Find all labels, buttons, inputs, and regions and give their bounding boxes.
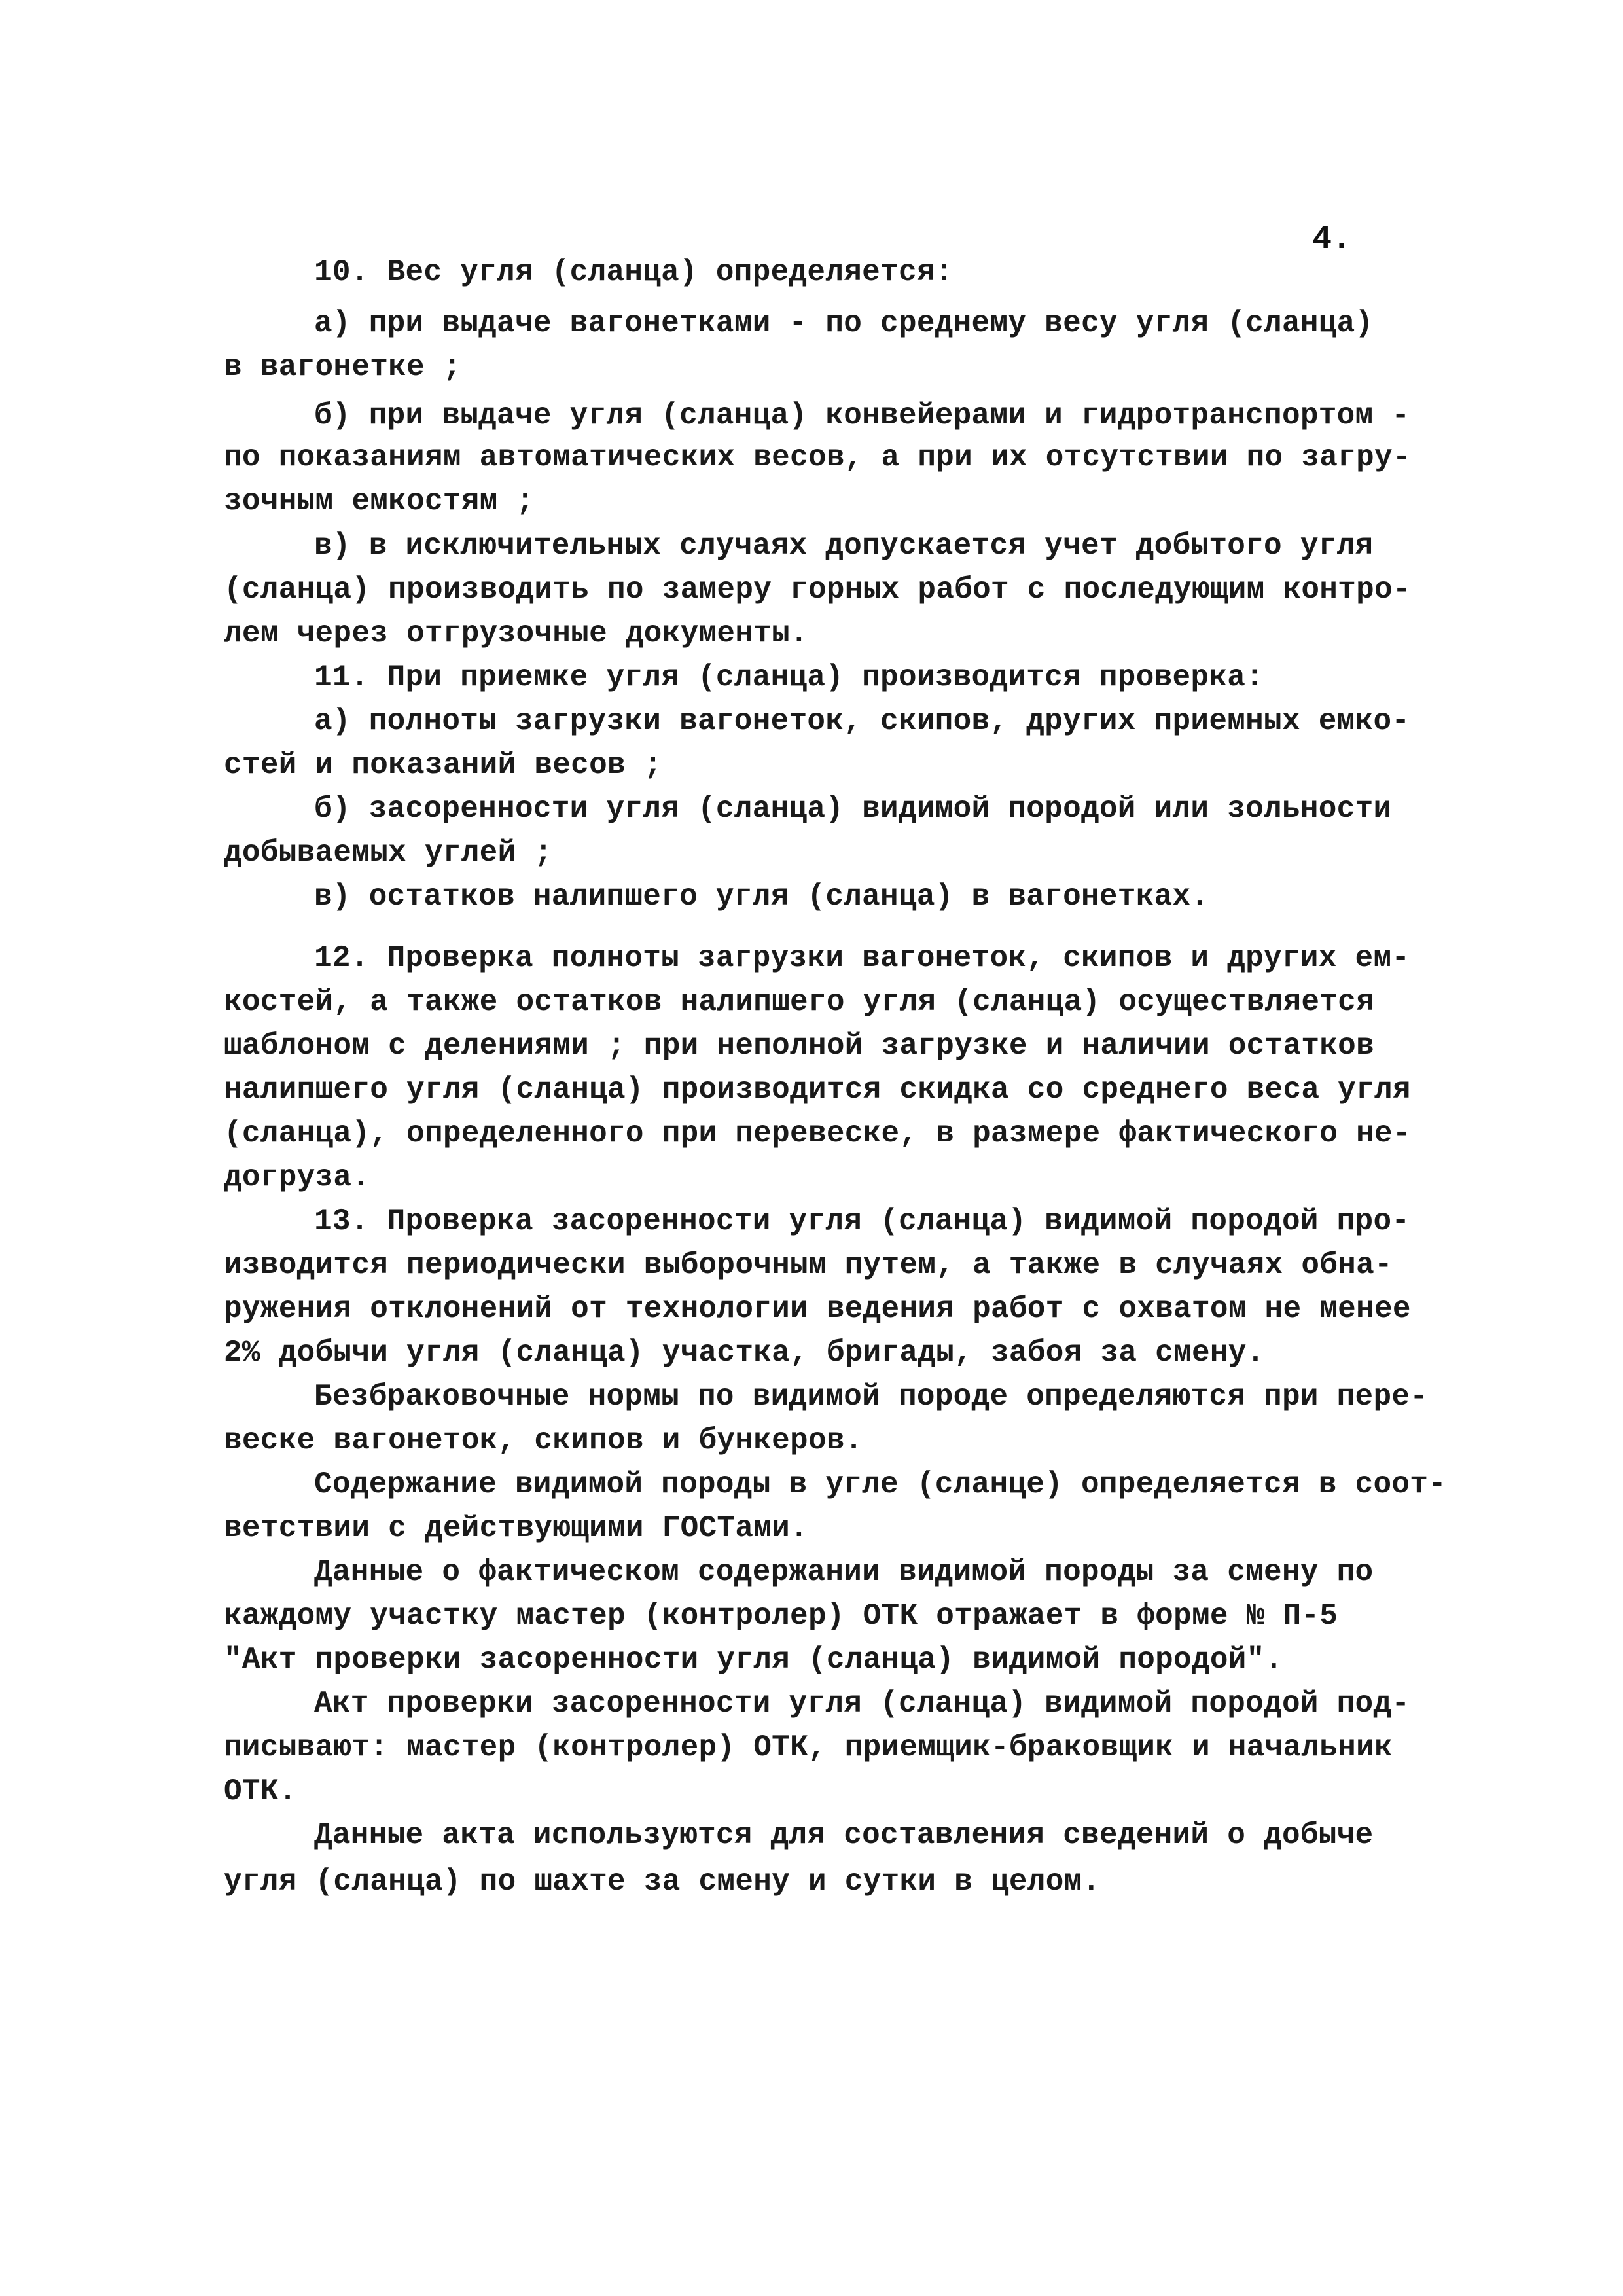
text-line: в) остатков налипшего угля (сланца) в вагонетках. (314, 880, 1209, 914)
text-line: изводится периодически выборочным путем, а также в случаях обна- (224, 1248, 1393, 1282)
text-line: Содержание видимой породы в угле (сланце) определяется в соот- (314, 1467, 1447, 1501)
text-line: догруза. (224, 1160, 370, 1194)
text-line: б) засоренности угля (сланца) видимой породой или зольности (314, 792, 1392, 826)
text-line: (сланца), определенного при перевеске, в размере фактического не- (224, 1117, 1411, 1151)
text-line: налипшего угля (сланца) производится скидка со среднего веса угля (224, 1073, 1411, 1107)
text-line: лем через отгрузочные документы. (224, 617, 808, 651)
text-line: Безбраковочные нормы по видимой породе определяются при пере- (314, 1380, 1429, 1414)
text-line: (сланца) производить по замеру горных работ с последующим контро- (224, 573, 1411, 607)
text-line: ружения отклонений от технологии ведения работ с охватом не менее (224, 1292, 1411, 1326)
text-line: Акт проверки засоренности угля (сланца) видимой породой под- (314, 1687, 1410, 1721)
text-line: в) в исключительных случаях допускается учет добытого угля (314, 529, 1374, 563)
text-line: ОТК. (224, 1774, 297, 1808)
text-line: ветствии с действующими ГОСТами. (224, 1511, 808, 1545)
text-line: зочным емкостям ; (224, 484, 535, 518)
page-number: 4. (1312, 221, 1352, 259)
text-line: писывают: мастер (контролер) ОТК, приемщик-браковщик и начальник (224, 1731, 1393, 1765)
text-line: а) полноты загрузки вагонеток, скипов, других приемных емко- (314, 704, 1410, 738)
text-line: а) при выдаче вагонетками - по среднему весу угля (сланца) (314, 306, 1374, 340)
text-line: в вагонетке ; (224, 350, 461, 384)
text-line: каждому участку мастер (контролер) ОТК отражает в форме № П-5 (224, 1599, 1338, 1633)
text-line: б) при выдаче угля (сланца) конвейерами и гидротранспортом - (314, 399, 1410, 433)
text-line: 12. Проверка полноты загрузки вагонеток, скипов и других ем- (314, 941, 1410, 975)
text-line: по показаниям автоматических весов, а при их отсутствии по загру- (224, 440, 1411, 475)
text-line: добываемых углей ; (224, 836, 553, 870)
text-line: "Акт проверки засоренности угля (сланца) видимой породой". (224, 1643, 1283, 1677)
text-line: веске вагонеток, скипов и бункеров. (224, 1424, 863, 1458)
text-line: стей и показаний весов ; (224, 748, 662, 782)
text-line: шаблоном с делениями ; при неполной загрузке и наличии остатков (224, 1029, 1374, 1063)
text-line: 2% добычи угля (сланца) участка, бригады, забоя за смену. (224, 1336, 1265, 1370)
text-line: Данные акта используются для составления сведений о добыче (314, 1818, 1374, 1852)
text-line: 11. При приемке угля (сланца) производится проверка: (314, 660, 1264, 694)
text-line: 13. Проверка засоренности угля (сланца) видимой породой про- (314, 1204, 1410, 1238)
text-line: 10. Вес угля (сланца) определяется: (314, 255, 954, 289)
text-line: Данные о фактическом содержании видимой породы за смену по (314, 1555, 1374, 1589)
text-line: угля (сланца) по шахте за смену и сутки в целом. (224, 1865, 1101, 1899)
text-line: костей, а также остатков налипшего угля (сланца) осуществляется (224, 985, 1374, 1019)
